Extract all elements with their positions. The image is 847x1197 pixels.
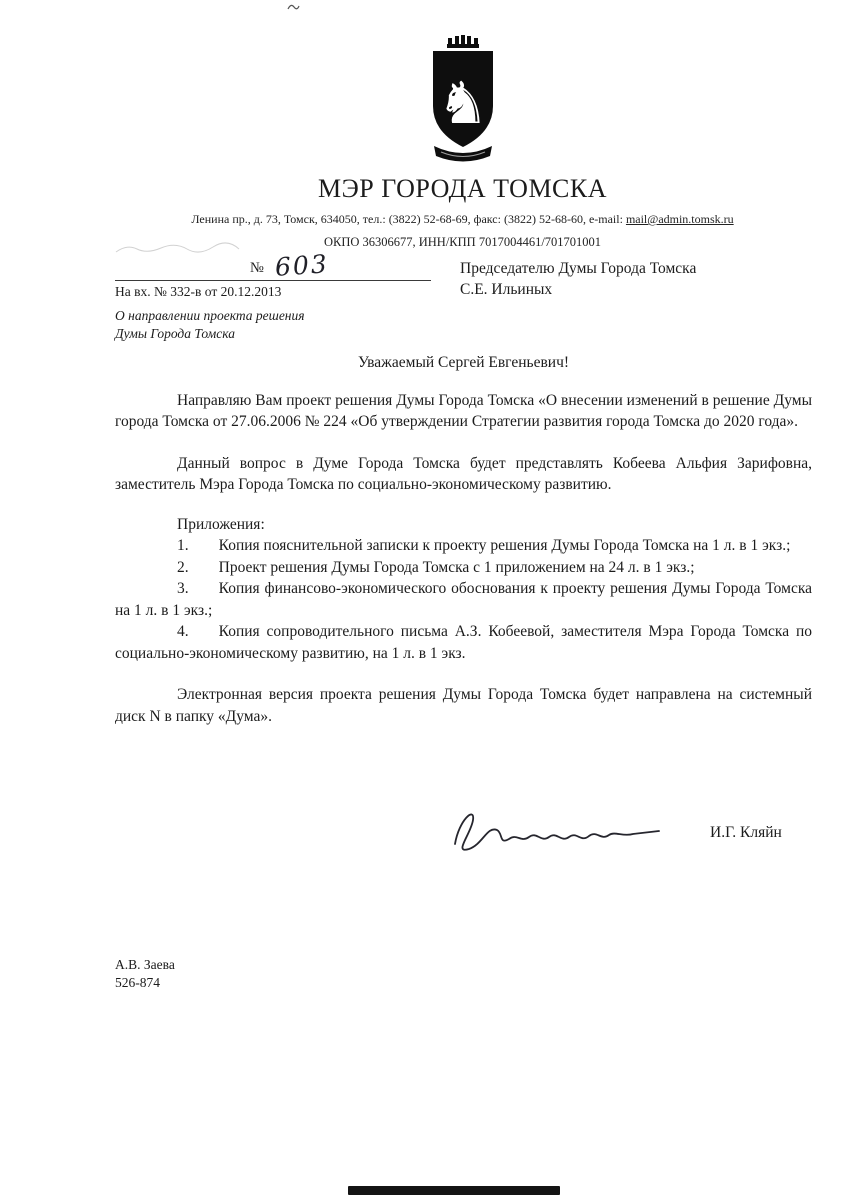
letter-body <box>115 352 812 727</box>
org-name: МЭР ГОРОДА ТОМСКА <box>317 174 608 203</box>
outgoing-number-row <box>115 249 431 282</box>
attachment-text: Копия пояснительной записки к проекту решения Думы Города Томска на 1 л. в 1 экз.; <box>218 537 791 554</box>
subject-block <box>115 307 431 343</box>
scan-artifact-top <box>286 2 300 12</box>
handwritten-signature <box>447 802 665 860</box>
signer-name: И.Г. Кляйн <box>710 824 782 841</box>
attachment-item-1 <box>115 535 812 557</box>
attachment-text: Копия сопроводительного письма А.З. Кобеевой, заместителя Мэра Города Томска по социально-экономическому развитию, на 1 л. в 1 экз. <box>115 623 812 662</box>
reference-block <box>115 249 431 343</box>
incoming-reference: На вх. № 332-в от 20.12.2013 <box>115 284 282 299</box>
salutation: Уважаемый Сергей Евгеньевич! <box>357 354 570 371</box>
attachments-label: Приложения: <box>177 515 265 533</box>
executor-block <box>115 956 175 992</box>
executor-phone: 526-874 <box>115 975 160 990</box>
attachment-number: 1. <box>177 537 189 554</box>
attachment-number: 3. <box>177 580 189 597</box>
number-sign: № <box>250 260 264 276</box>
org-codes-line: ОКПО 36306677, ИНН/КПП 7017004461/701701001 <box>323 235 602 249</box>
letterhead <box>39 34 847 250</box>
addressee-block <box>460 258 696 300</box>
attachment-number: 4. <box>177 623 189 640</box>
signature-row <box>115 800 812 860</box>
paragraph-3: Электронная версия проекта решения Думы Города Томска будет направлена на системный диск N в папку «Дума». <box>115 686 812 725</box>
white-horse-icon: ♞ <box>436 69 489 137</box>
addressee-title: Председателю Думы Города Томска <box>460 260 697 277</box>
paragraph-2: Данный вопрос в Думе Города Томска будет представлять Кобеева Альфия Зарифовна, заместитель Мэра Города Томска по социально-экономическому развитию. <box>115 454 812 493</box>
org-email: mail@admin.tomsk.ru <box>625 212 734 226</box>
paragraph-1: Направляю Вам проект решения Думы Города Томска «О внесении изменений в решение Думы города Томска от 27.06.2006 № 224 «Об утверждении Стратегии развития города Томска до 2020 года». <box>115 391 812 430</box>
attachment-text: Проект решения Думы Города Томска с 1 приложением на 24 л. в 1 экз.; <box>218 558 695 576</box>
handwritten-outgoing-number: 603 <box>274 249 330 282</box>
tomsk-coat-of-arms-icon <box>421 34 505 164</box>
executor-name: А.В. Заева <box>115 957 175 972</box>
attachment-item-3 <box>115 578 812 621</box>
reference-row <box>115 249 812 343</box>
addressee-name: С.Е. Ильиных <box>460 281 553 298</box>
attachment-text: Копия финансово-экономического обоснования к проекту решения Думы Города Томска на 1 л. в 1 экз.; <box>115 580 812 619</box>
attachment-number: 2. <box>177 558 189 576</box>
org-address-text: Ленина пр., д. 73, Томск, 634050, тел.: (3822) 52-68-69, факс: (3822) 52-68-60, e-mail: <box>191 212 626 226</box>
org-address-line <box>39 212 847 227</box>
attachment-item-2 <box>115 557 812 579</box>
subject-line-1: О направлении проекта решения <box>115 308 305 323</box>
attachment-item-4 <box>115 621 812 664</box>
scan-artifact-bottom <box>348 1186 560 1195</box>
subject-line-2: Думы Города Томска <box>115 326 235 341</box>
